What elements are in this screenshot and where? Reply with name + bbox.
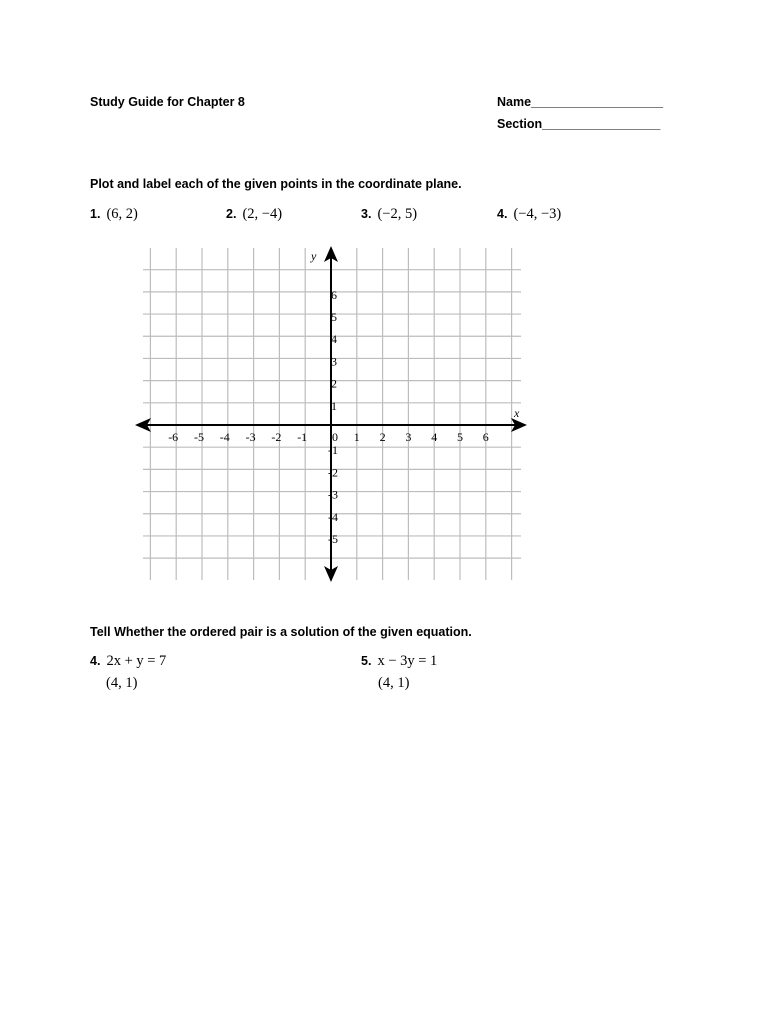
plot-problem-1 [90, 206, 138, 223]
y-tick-label: -3 [328, 487, 338, 502]
problem-number: 1. [90, 207, 101, 221]
x-tick-label: 4 [431, 430, 438, 444]
x-tick-label: 5 [457, 430, 463, 444]
problem-point: (6, 2) [106, 206, 138, 222]
x-tick-label: 3 [405, 430, 412, 444]
problem-number: 4. [90, 654, 101, 668]
x-tick-label: 2 [379, 430, 386, 444]
x-tick-label: 0 [332, 430, 338, 444]
y-tick-label: -1 [328, 443, 338, 458]
x-tick-label: 6 [482, 430, 489, 444]
plot-problem-2 [226, 206, 282, 223]
y-axis-label: y [311, 249, 317, 263]
problem-point: (−2, 5) [377, 206, 418, 222]
solution-problem-5 [361, 653, 437, 670]
section-field[interactable]: Section_________________ [497, 117, 661, 131]
x-axis-label: x [514, 406, 520, 420]
problem-number: 3. [361, 207, 372, 221]
y-tick-label: -2 [328, 465, 338, 480]
problem-equation: x − 3y = 1 [377, 653, 438, 669]
plot-instruction: Plot and label each of the given points in the coordinate plane. [90, 177, 462, 191]
plot-problem-4 [497, 206, 561, 223]
solution-pair-4: (4, 1) [106, 675, 138, 691]
x-tick-label: -6 [168, 430, 179, 444]
solution-pair-5: (4, 1) [378, 675, 410, 691]
problem-number: 5. [361, 654, 372, 668]
problem-number: 2. [226, 207, 237, 221]
y-tick-label: 5 [331, 310, 337, 325]
y-tick-label: -5 [328, 531, 338, 546]
name-field[interactable]: Name___________________ [497, 95, 664, 109]
y-tick-label: 6 [331, 287, 337, 302]
problem-point: (−4, −3) [513, 206, 562, 222]
x-tick-label: -4 [219, 430, 230, 444]
y-tick-label: -4 [328, 509, 338, 524]
x-tick-label: -3 [245, 430, 256, 444]
x-tick-label: -1 [297, 430, 308, 444]
y-tick-label: 3 [331, 354, 337, 369]
tick-labels [168, 288, 489, 546]
problem-equation: 2x + y = 7 [106, 653, 167, 669]
y-tick-label: 1 [331, 398, 337, 413]
y-tick-label: 2 [331, 376, 337, 391]
problem-point: (2, −4) [242, 206, 283, 222]
solution-instruction: Tell Whether the ordered pair is a solution of the given equation. [90, 625, 472, 639]
problem-number: 4. [497, 207, 508, 221]
page-title: Study Guide for Chapter 8 [90, 95, 245, 109]
x-tick-label: 1 [353, 430, 360, 444]
coordinate-plane[interactable] [135, 244, 527, 584]
y-tick-label: 4 [331, 332, 337, 347]
x-tick-label: -2 [271, 430, 282, 444]
x-tick-label: -5 [194, 430, 204, 444]
plot-problem-3 [361, 206, 417, 223]
solution-problem-4 [90, 653, 166, 670]
